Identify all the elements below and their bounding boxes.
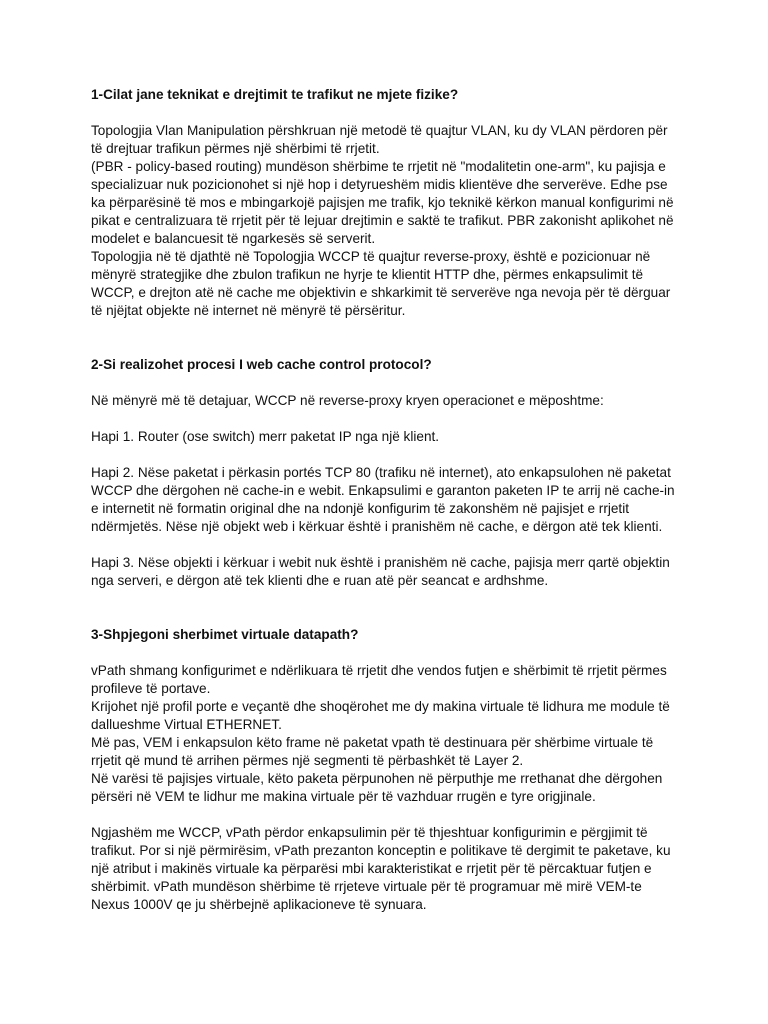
answer-1-paragraph-3: Topologjia në të djathtë në Topologjia WCCP të quajtur reverse-proxy, është e pozicionuar në mënyrë strategjike dhe zbulon trafikun ne hyrje te klientit HTTP dhe, përmes enkapsulimit të WCCP, e drejton atë në cache me objektivin e shkarkimit të serverëve nga nevoja për të dërguar të njëjtat objekte në internet në mënyrë të përsëritur.: [91, 249, 671, 318]
answer-2-step-2: Hapi 2. Nëse paketat i përkasin portés TCP 80 (trafiku në internet), ato enkapsulohen në paketat WCCP dhe dërgohen në cache-in e webit. Enkapsulimi e garanton paketen IP te arrij në cache-in e internetit në formatin original dhe na ndonjë konfigurim të zakonshëm në pajisjet e rrjetit ndërmjetës. Nëse një objekt web i kërkuar është i pranishëm në cache, e dërgon atë tek klienti.: [91, 465, 675, 534]
answer-3-paragraph-4: Në varësi të pajisjes virtuale, këto paketa përpunohen në përputhje me rrethanat dhe dërgohen përsëri në VEM te lidhur me makina virtuale për të vazhduar rrugën e tyre origjinale.: [91, 771, 663, 804]
question-3-heading: 3-Shpjegoni sherbimet virtuale datapath?: [91, 627, 359, 642]
answer-2-step-3: Hapi 3. Nëse objekti i kërkuar i webit nuk është i pranishëm në cache, pajisja merr qartë objektin nga serveri, e dërgon atë tek klienti dhe e ruan atë për seancat e ardhshme.: [91, 555, 670, 588]
answer-3-paragraph-2: Krijohet një profil porte e veçantë dhe shoqërohet me dy makina virtuale të lidhura me module të dallueshme Virtual ETHERNET.: [91, 699, 670, 732]
answer-3-paragraph-3: Më pas, VEM i enkapsulon këto frame në paketat vpath të destinuara për shërbime virtuale të rrjetit që mund të arrihen përmes një segmenti të përbashkët të Layer 2.: [91, 735, 654, 768]
answer-1-paragraph-1: Topologjia Vlan Manipulation përshkruan një metodë të quajtur VLAN, ku dy VLAN përdoren për të drejtuar trafikun përmes një shërbimi të rrjetit.: [91, 123, 668, 156]
document-page: [91, 86, 681, 914]
question-2-heading: 2-Si realizohet procesi I web cache control protocol?: [91, 357, 432, 372]
answer-3-paragraph-5: Ngjashëm me WCCP, vPath përdor enkapsulimin për të thjeshtuar konfigurimin e përgjimit të trafikut. Por si një përmirësim, vPath prezanton konceptin e politikave të dergimit te paketave, ku një atribut i makinës virtuale ka përparësi mbi karakteristikat e rrjetit për të përcaktuar futjen e shërbimit. vPath mundëson shërbime të rrjeteve virtuale për të programuar më mirë VEM-te Nexus 1000V qe ju shërbejnë aplikacioneve të synuara.: [91, 825, 671, 912]
answer-2-intro: Në mënyrë më të detajuar, WCCP në reverse-proxy kryen operacionet e mëposhtme:: [91, 393, 604, 408]
question-1-heading: 1-Cilat jane teknikat e drejtimit te trafikut ne mjete fizike?: [91, 87, 459, 102]
answer-1-paragraph-2: (PBR - policy-based routing) mundëson shërbime te rrjetit në "modalitetin one-arm", ku pajisja e specializuar nuk pozicionohet si një hop i detyrueshëm midis klientëve dhe serverëve. Edhe pse ka përparësinë të mos e mbingarkojë pajisjen me trafik, kjo teknikë kërkon manual konfigurimi në pikat e centralizuara të rrjetit për të lejuar drejtimin e saktë te trafikut. PBR zakonisht aplikohet në modelet e balancuesit të ngarkesës së serverit.: [91, 159, 674, 246]
answer-2-step-1: Hapi 1. Router (ose switch) merr paketat IP nga një klient.: [91, 429, 440, 444]
answer-3-paragraph-1: vPath shmang konfigurimet e ndërlikuara të rrjetit dhe vendos futjen e shërbimit të rrjetit përmes profileve të portave.: [91, 663, 667, 696]
